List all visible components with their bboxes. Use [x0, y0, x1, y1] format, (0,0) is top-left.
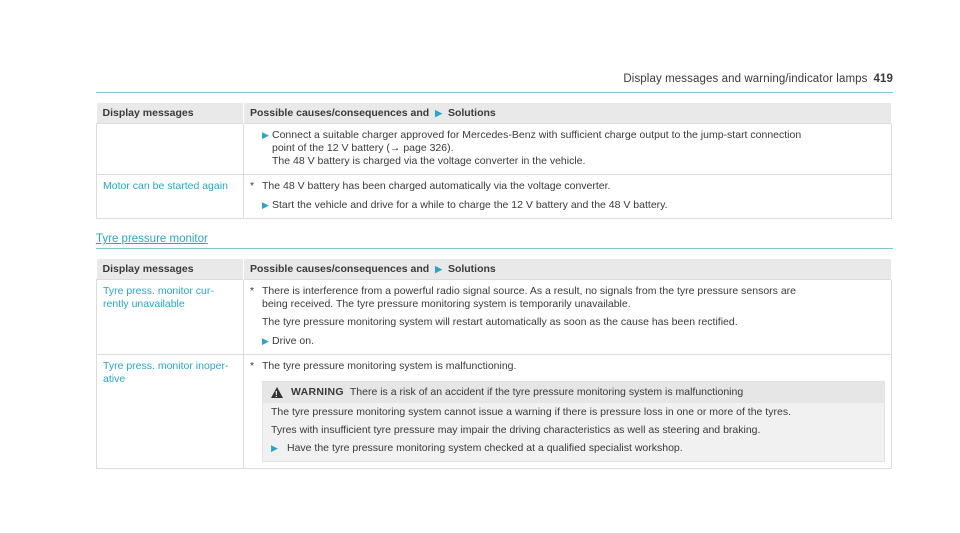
warning-triangle-icon — [271, 387, 283, 398]
message-name: Tyre press. monitor cur- — [103, 285, 214, 297]
table-row — [97, 175, 892, 219]
column-header-solutions-text: Solutions — [447, 106, 496, 119]
messages-table-tyre-pressure — [96, 259, 892, 469]
section-title-text[interactable]: Tyre pressure monitor — [96, 233, 208, 245]
column-header-display-messages: Display messages — [97, 103, 244, 124]
cause-text: being received. The tyre pressure monitoring system is temporarily unavailable. — [262, 298, 631, 310]
solution-cell — [244, 280, 892, 355]
column-header-causes — [244, 259, 892, 280]
warning-label: WARNING — [291, 386, 344, 398]
solution-arrow-icon: ▶ — [435, 263, 443, 274]
cause-text: There is interference from a powerful radio signal source. As a result, no signals from the tyre pressure sensors are — [262, 285, 796, 297]
star-marker: * — [250, 360, 255, 372]
column-header-causes-text: Possible causes/consequences and — [250, 262, 430, 275]
table-row — [97, 280, 892, 355]
message-name: rently unavailable — [103, 298, 185, 310]
solution-cell — [244, 175, 892, 219]
messages-table-battery — [96, 103, 892, 219]
message-name: Motor can be started again — [103, 180, 228, 192]
solution-arrow-icon: ▶ — [262, 130, 269, 140]
header-title: Display messages and warning/indicator lamps — [623, 73, 868, 85]
solution-text: Start the vehicle and drive for a while to charge the 12 V battery and the 48 V battery. — [272, 199, 668, 211]
solution-arrow-icon: ▶ — [262, 336, 269, 346]
warning-solution: Have the tyre pressure monitoring system checked at a qualified specialist workshop. — [287, 442, 683, 454]
table-row — [97, 355, 892, 469]
message-cell — [97, 280, 244, 355]
solution-arrow-icon: ▶ — [435, 107, 443, 118]
solution-text: Drive on. — [272, 335, 315, 347]
column-header-causes-text: Possible causes/consequences and — [250, 106, 430, 119]
consequence-text: The tyre pressure monitoring system will restart automatically as soon as the cause has been rectified. — [262, 316, 738, 328]
solution-line: The 48 V battery is charged via the voltage converter in the vehicle. — [272, 155, 586, 167]
message-name: Tyre press. monitor inoper- — [103, 360, 229, 372]
cause-text: The 48 V battery has been charged automatically via the voltage converter. — [262, 180, 611, 192]
table-row — [97, 124, 892, 175]
message-name: ative — [103, 373, 126, 385]
star-marker: * — [250, 285, 255, 297]
solution-arrow-icon: ▶ — [271, 443, 278, 453]
column-header-causes — [244, 103, 892, 124]
page-header — [96, 64, 893, 93]
page-number: 419 — [873, 73, 893, 85]
warning-box — [262, 381, 885, 462]
warning-body — [263, 403, 884, 455]
solution-cell — [244, 124, 892, 175]
header-text — [623, 73, 893, 85]
warning-paragraph: Tyres with insufficient tyre pressure may impair the driving characteristics as well as steering and braking. — [271, 424, 761, 436]
message-cell — [97, 124, 244, 175]
warning-title: There is a risk of an accident if the tyre pressure monitoring system is malfunctioning — [349, 386, 744, 398]
solution-line: Connect a suitable charger approved for Mercedes-Benz with sufficient charge output to the jump-start connection — [272, 129, 802, 141]
solution-line-page-link[interactable]: point of the 12 V battery (→ page 326). — [272, 142, 454, 154]
warning-paragraph: The tyre pressure monitoring system cannot issue a warning if there is pressure loss in one or more of the tyres. — [271, 406, 791, 418]
message-cell — [97, 355, 244, 469]
column-header-solutions-text: Solutions — [447, 262, 496, 275]
cause-text: The tyre pressure monitoring system is malfunctioning. — [262, 360, 517, 372]
solution-arrow-icon: ▶ — [262, 200, 269, 210]
column-header-display-messages: Display messages — [97, 259, 244, 280]
warning-header — [263, 382, 884, 403]
solution-cell — [244, 355, 892, 469]
star-marker: * — [250, 180, 255, 192]
section-title — [96, 233, 893, 249]
message-cell — [97, 175, 244, 219]
